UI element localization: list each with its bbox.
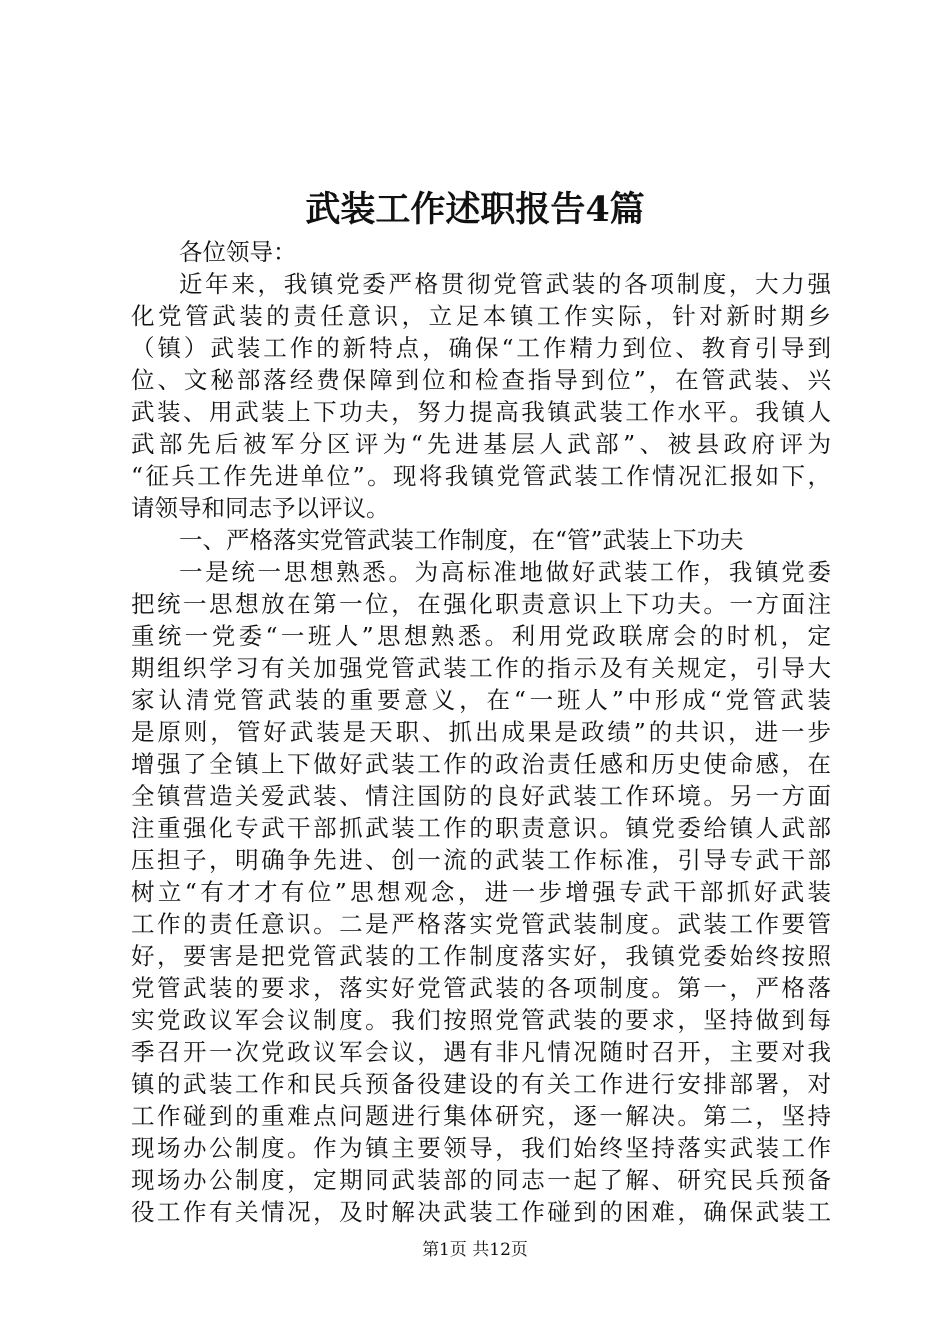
text-line: 武装、用武装上下功夫，努力提高我镇武装工作水平。我镇人 (131, 398, 831, 426)
text-line: 武部先后被军分区评为“先进基层人武部”、被县政府评为 (131, 430, 831, 458)
text-line: 一是统一思想熟悉。为高标准地做好武装工作，我镇党委 (179, 558, 831, 586)
text-line: 现场办公制度，定期同武装部的同志一起了解、研究民兵预备 (131, 1166, 831, 1194)
text-line: 各位领导： (179, 238, 297, 266)
text-line: 党管武装的要求，落实好党管武装的各项制度。第一，严格落 (131, 974, 831, 1002)
text-line: 实党政议军会议制度。我们按照党管武装的要求，坚持做到每 (131, 1006, 831, 1034)
text-line: 季召开一次党政议军会议，遇有非凡情况随时召开，主要对我 (131, 1038, 831, 1066)
text-line: （镇）武装工作的新特点，确保“工作精力到位、教育引导到 (131, 334, 831, 362)
text-line: 好，要害是把党管武装的工作制度落实好，我镇党委始终按照 (131, 942, 831, 970)
text-line: 全镇营造关爱武装、情注国防的良好武装工作环境。另一方面 (131, 782, 831, 810)
text-line: 压担子，明确争先进、创一流的武装工作标准，引导专武干部 (131, 846, 831, 874)
text-line: 请领导和同志予以评议。 (131, 494, 390, 522)
text-line: 位、文秘部落经费保障到位和检查指导到位”，在管武装、兴 (131, 366, 831, 394)
text-line: 工作的责任意识。二是严格落实党管武装制度。武装工作要管 (131, 910, 831, 938)
text-line: “征兵工作先进单位”。现将我镇党管武装工作情况汇报如下， (131, 462, 831, 490)
text-line: 化党管武装的责任意识，立足本镇工作实际，针对新时期乡 (131, 302, 831, 330)
text-line: 镇的武装工作和民兵预备役建设的有关工作进行安排部署，对 (131, 1070, 831, 1098)
text-line: 期组织学习有关加强党管武装工作的指示及有关规定，引导大 (131, 654, 831, 682)
text-line: 家认清党管武装的重要意义，在“一班人”中形成“党管武装 (131, 686, 831, 714)
text-line: 树立“有才才有位”思想观念，进一步增强专武干部抓好武装 (131, 878, 831, 906)
text-line: 现场办公制度。作为镇主要领导，我们始终坚持落实武装工作 (131, 1134, 831, 1162)
text-line: 是原则，管好武装是天职、抓出成果是政绩”的共识，进一步 (131, 718, 831, 746)
text-line: 把统一思想放在第一位，在强化职责意识上下功夫。一方面注 (131, 590, 831, 618)
text-line: 增强了全镇上下做好武装工作的政治责任感和历史使命感，在 (131, 750, 831, 778)
text-line: 役工作有关情况，及时解决武装工作碰到的困难，确保武装工 (131, 1198, 831, 1226)
text-line: 重统一党委“一班人”思想熟悉。利用党政联席会的时机，定 (131, 622, 831, 650)
text-line: 近年来，我镇党委严格贯彻党管武装的各项制度，大力强 (179, 270, 831, 298)
page-footer: 第1页 共12页 (422, 1240, 528, 1260)
document-title: 武装工作述职报告4篇 (305, 189, 645, 230)
text-line: 工作碰到的重难点问题进行集体研究，逐一解决。第二，坚持 (131, 1102, 831, 1130)
text-line: 注重强化专武干部抓武装工作的职责意识。镇党委给镇人武部 (131, 814, 831, 842)
document-body (131, 236, 831, 1228)
text-line: 一、严格落实党管武装工作制度，在“管”武装上下功夫 (179, 526, 744, 554)
